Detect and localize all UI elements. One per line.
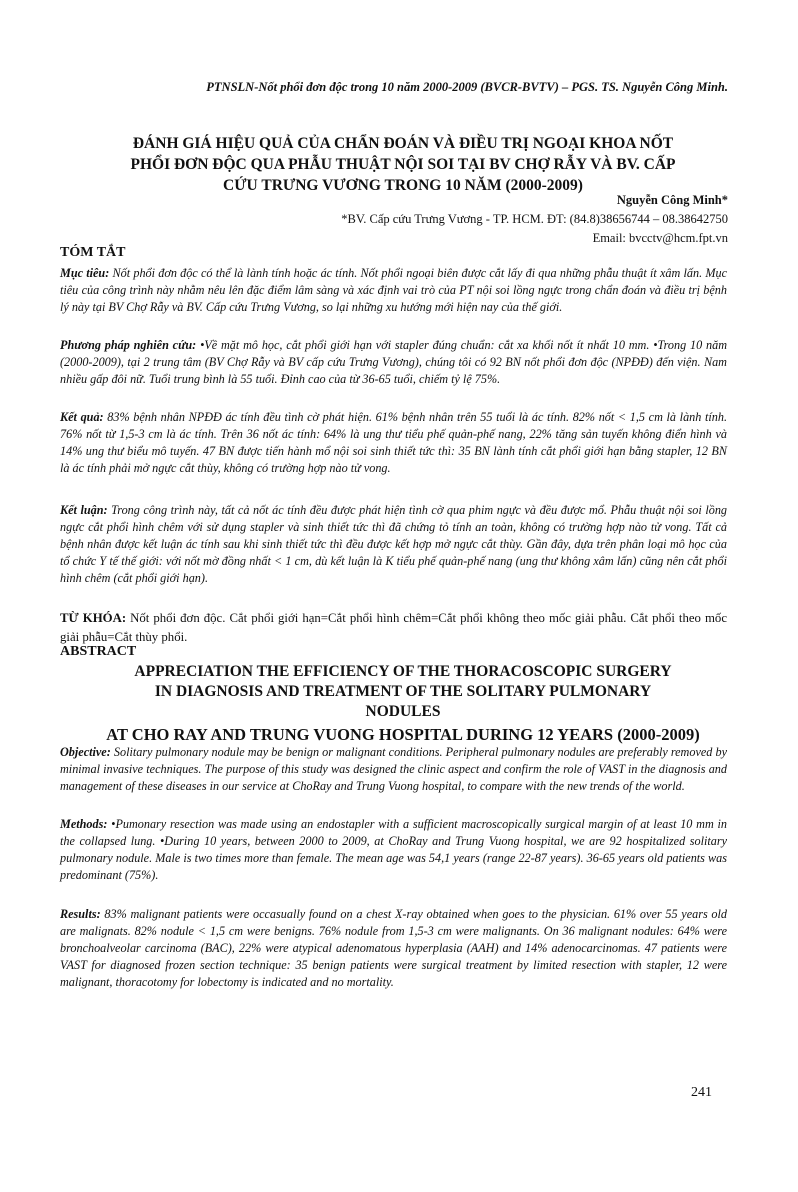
objective-text: Solitary pulmonary nodule may be benign or malignant conditions. Peripheral pulmonary nodules are preferably removed by minimal invasive techniques. The purpose of this study was designed the clinic aspect and confirm the role of VAST in the diagnosis and management of these diseases in our service at ChoRay and Trung Vuong hospital, to compare with the new trends of the world. — [60, 745, 727, 794]
ket-luan-label: Kết luận: — [60, 503, 108, 517]
objective-label: Objective: — [60, 745, 111, 759]
author-name: Nguyễn Công Minh* — [616, 193, 728, 207]
results-paragraph — [60, 906, 727, 991]
results-text: 83% malignant patients were occasually found on a chest X-ray obtained when goes to the physician. 61% over 55 years old are malignats. 82% nodule < 1,5 cm were benigns. 76% nodule from 1,5-3 cm were malignants. On 36 malignant nodules: 64% were bronchoalveolar carcinoma (BAC), 22% were atypical adenomatous hyperplasia (AAH) and 14% adenocarcinomas. 47 patients were VAST for diagnosed frozen section technique: 35 benign patients were surgical treatment by limited resection with stapler, 12 were malignant, thoracotomy for lobectomy is indicated and no mortality. — [60, 907, 728, 990]
english-title-line-2: IN DIAGNOSIS AND TREATMENT OF THE SOLITARY PULMONARY — [154, 683, 652, 700]
ket-luan-paragraph — [60, 502, 727, 587]
running-header: PTNSLN-Nốt phổi đơn độc trong 10 năm 2000-2009 (BVCR-BVTV) – PGS. TS. Nguyễn Công Minh. — [206, 80, 728, 94]
results-label: Results: — [60, 907, 101, 921]
objective-paragraph — [60, 744, 727, 795]
abstract-heading: ABSTRACT — [60, 644, 137, 659]
methods-label: Methods: — [60, 817, 108, 831]
methods-paragraph — [60, 816, 727, 884]
keywords-label: TỪ KHÓA: — [60, 611, 127, 625]
author-email: Email: bvcctv@hcm.fpt.vn — [592, 231, 728, 245]
author-affiliation: *BV. Cấp cứu Trưng Vương - TP. HCM. ĐT: (84.8)38656744 – 08.38642750 — [341, 212, 728, 226]
vietnamese-title-line-1: ĐÁNH GIÁ HIỆU QUẢ CỦA CHẨN ĐOÁN VÀ ĐIỀU TRỊ NGOẠI KHOA NỐT — [132, 135, 674, 152]
english-title — [58, 662, 748, 745]
english-title-line-3: NODULES — [365, 703, 441, 720]
ket-qua-paragraph — [60, 409, 727, 477]
phuong-phap-text: •Về mặt mô học, cắt phổi giới hạn với stapler đúng chuẩn: cắt xa khối nốt ít nhất 10 mm. •Trong 10 năm (2000-2009), tại 2 trung tâm (BV Chợ Rẫy và BV cấp cứu Trưng Vương), chúng tôi có 92 BN nốt phổi đơn độc (NPĐĐ) đến viện. Nam nhiều gấp đôi nữ. Tuổi trung bình là 55 tuổi. Đỉnh cao của từ 36-65 tuổi, chiếm tỷ lệ 75%. — [60, 338, 727, 387]
phuong-phap-label: Phương pháp nghiên cứu: — [60, 338, 197, 352]
vietnamese-title-line-3: CỨU TRƯNG VƯƠNG TRONG 10 NĂM (2000-2009) — [223, 177, 583, 194]
ket-luan-text: Trong công trình này, tất cả nốt ác tính đều được phát hiện tình cờ qua phim ngực và đều được mổ. Phẫu thuật nội soi lồng ngực cắt phổi hình chêm với sử dụng stapler và sinh thiết tức thì đã chứng tỏ tính an toàn, không có trường hợp nào tử vong. Tất cả bệnh nhân được kết luận ác tính sau khi sinh thiết tức thì đều được kết hợp mở ngực cắt thùy. Gần đây, dựa trên phân loại mô học của tổ chức Y tế thế giới: với nốt mờ đồng nhất < 1 cm, dù kết luận là K tiểu phế quản-phế nang (ung thư không xâm lấn) cũng nên cắt phổi hình chêm (cắt phổi giới hạn). — [60, 503, 728, 586]
page-number: 241 — [691, 1085, 712, 1100]
english-title-line-4: AT CHO RAY AND TRUNG VUONG HOSPITAL DURING 12 YEARS (2000-2009) — [106, 725, 700, 744]
muc-tieu-text: Nốt phổi đơn độc có thể là lành tính hoặc ác tính. Nốt phổi ngoại biên được cắt lấy đi qua những phẫu thuật ít xâm lấn. Mục tiêu của công trình này nhằm nêu lên đặc điểm lâm sàng và xác định vai trò của PT nội soi lồng ngực trong chẩn đoán và điều trị bệnh lý này tại BV Chợ Rẫy và BV. Cấp cứu Trưng Vương, so lại những xu hướng mới hiện nay của thế giới. — [60, 266, 727, 315]
muc-tieu-label: Mục tiêu: — [60, 266, 110, 280]
english-title-line-1: APPRECIATION THE EFFICIENCY OF THE THORACOSCOPIC SURGERY — [134, 663, 672, 680]
methods-text: •Pumonary resection was made using an endostapler with a sufficient macroscopically surgical margin of at least 10 mm in the collapsed lung. •During 10 years, between 2000 to 2009, at ChoRay and Trung Vuong hospital, we are 92 hospitalized solitary pulmonary nodule. Male is two times more than female. The mean age was 54,1 years (range 22-87 years). 36-65 years old patients was predominant (75%). — [60, 817, 728, 883]
ket-qua-label: Kết quả: — [60, 410, 104, 424]
ket-qua-text: 83% bệnh nhân NPĐĐ ác tính đều tình cờ phát hiện. 61% bệnh nhân trên 55 tuổi là ác tính. 82% nốt < 1,5 cm là lành tính. 76% nốt từ 1,5-3 cm là ác tính. Trên 36 nốt ác tính: 64% là ung thư tiểu phế quản-phế nang, 22% tăng sản tuyến không điển hình và 14% ung thư biểu mô tuyến. 47 BN được tiến hành mổ nội soi sinh thiết tức thì: 35 BN lành tính cắt phổi giới hạn bằng stapler, 12 BN là ác tính phải mở ngực cắt thùy, không có trường hợp nào tử vong. — [60, 410, 728, 476]
keywords-text: Nốt phổi đơn độc. Cắt phổi giới hạn=Cắt phổi hình chêm=Cắt phổi không theo mốc giải phẫu. Cắt phổi theo mốc giải phẫu=Cắt thùy phổi. — [60, 611, 727, 644]
muc-tieu-paragraph — [60, 265, 727, 316]
tomtat-heading: TÓM TẮT — [60, 245, 126, 260]
phuong-phap-paragraph — [60, 337, 727, 388]
keywords-paragraph — [60, 609, 727, 647]
vietnamese-title — [58, 133, 748, 196]
vietnamese-title-line-2: PHỔI ĐƠN ĐỘC QUA PHẪU THUẬT NỘI SOI TẠI BV CHỢ RẪY VÀ BV. CẤP — [130, 156, 676, 173]
